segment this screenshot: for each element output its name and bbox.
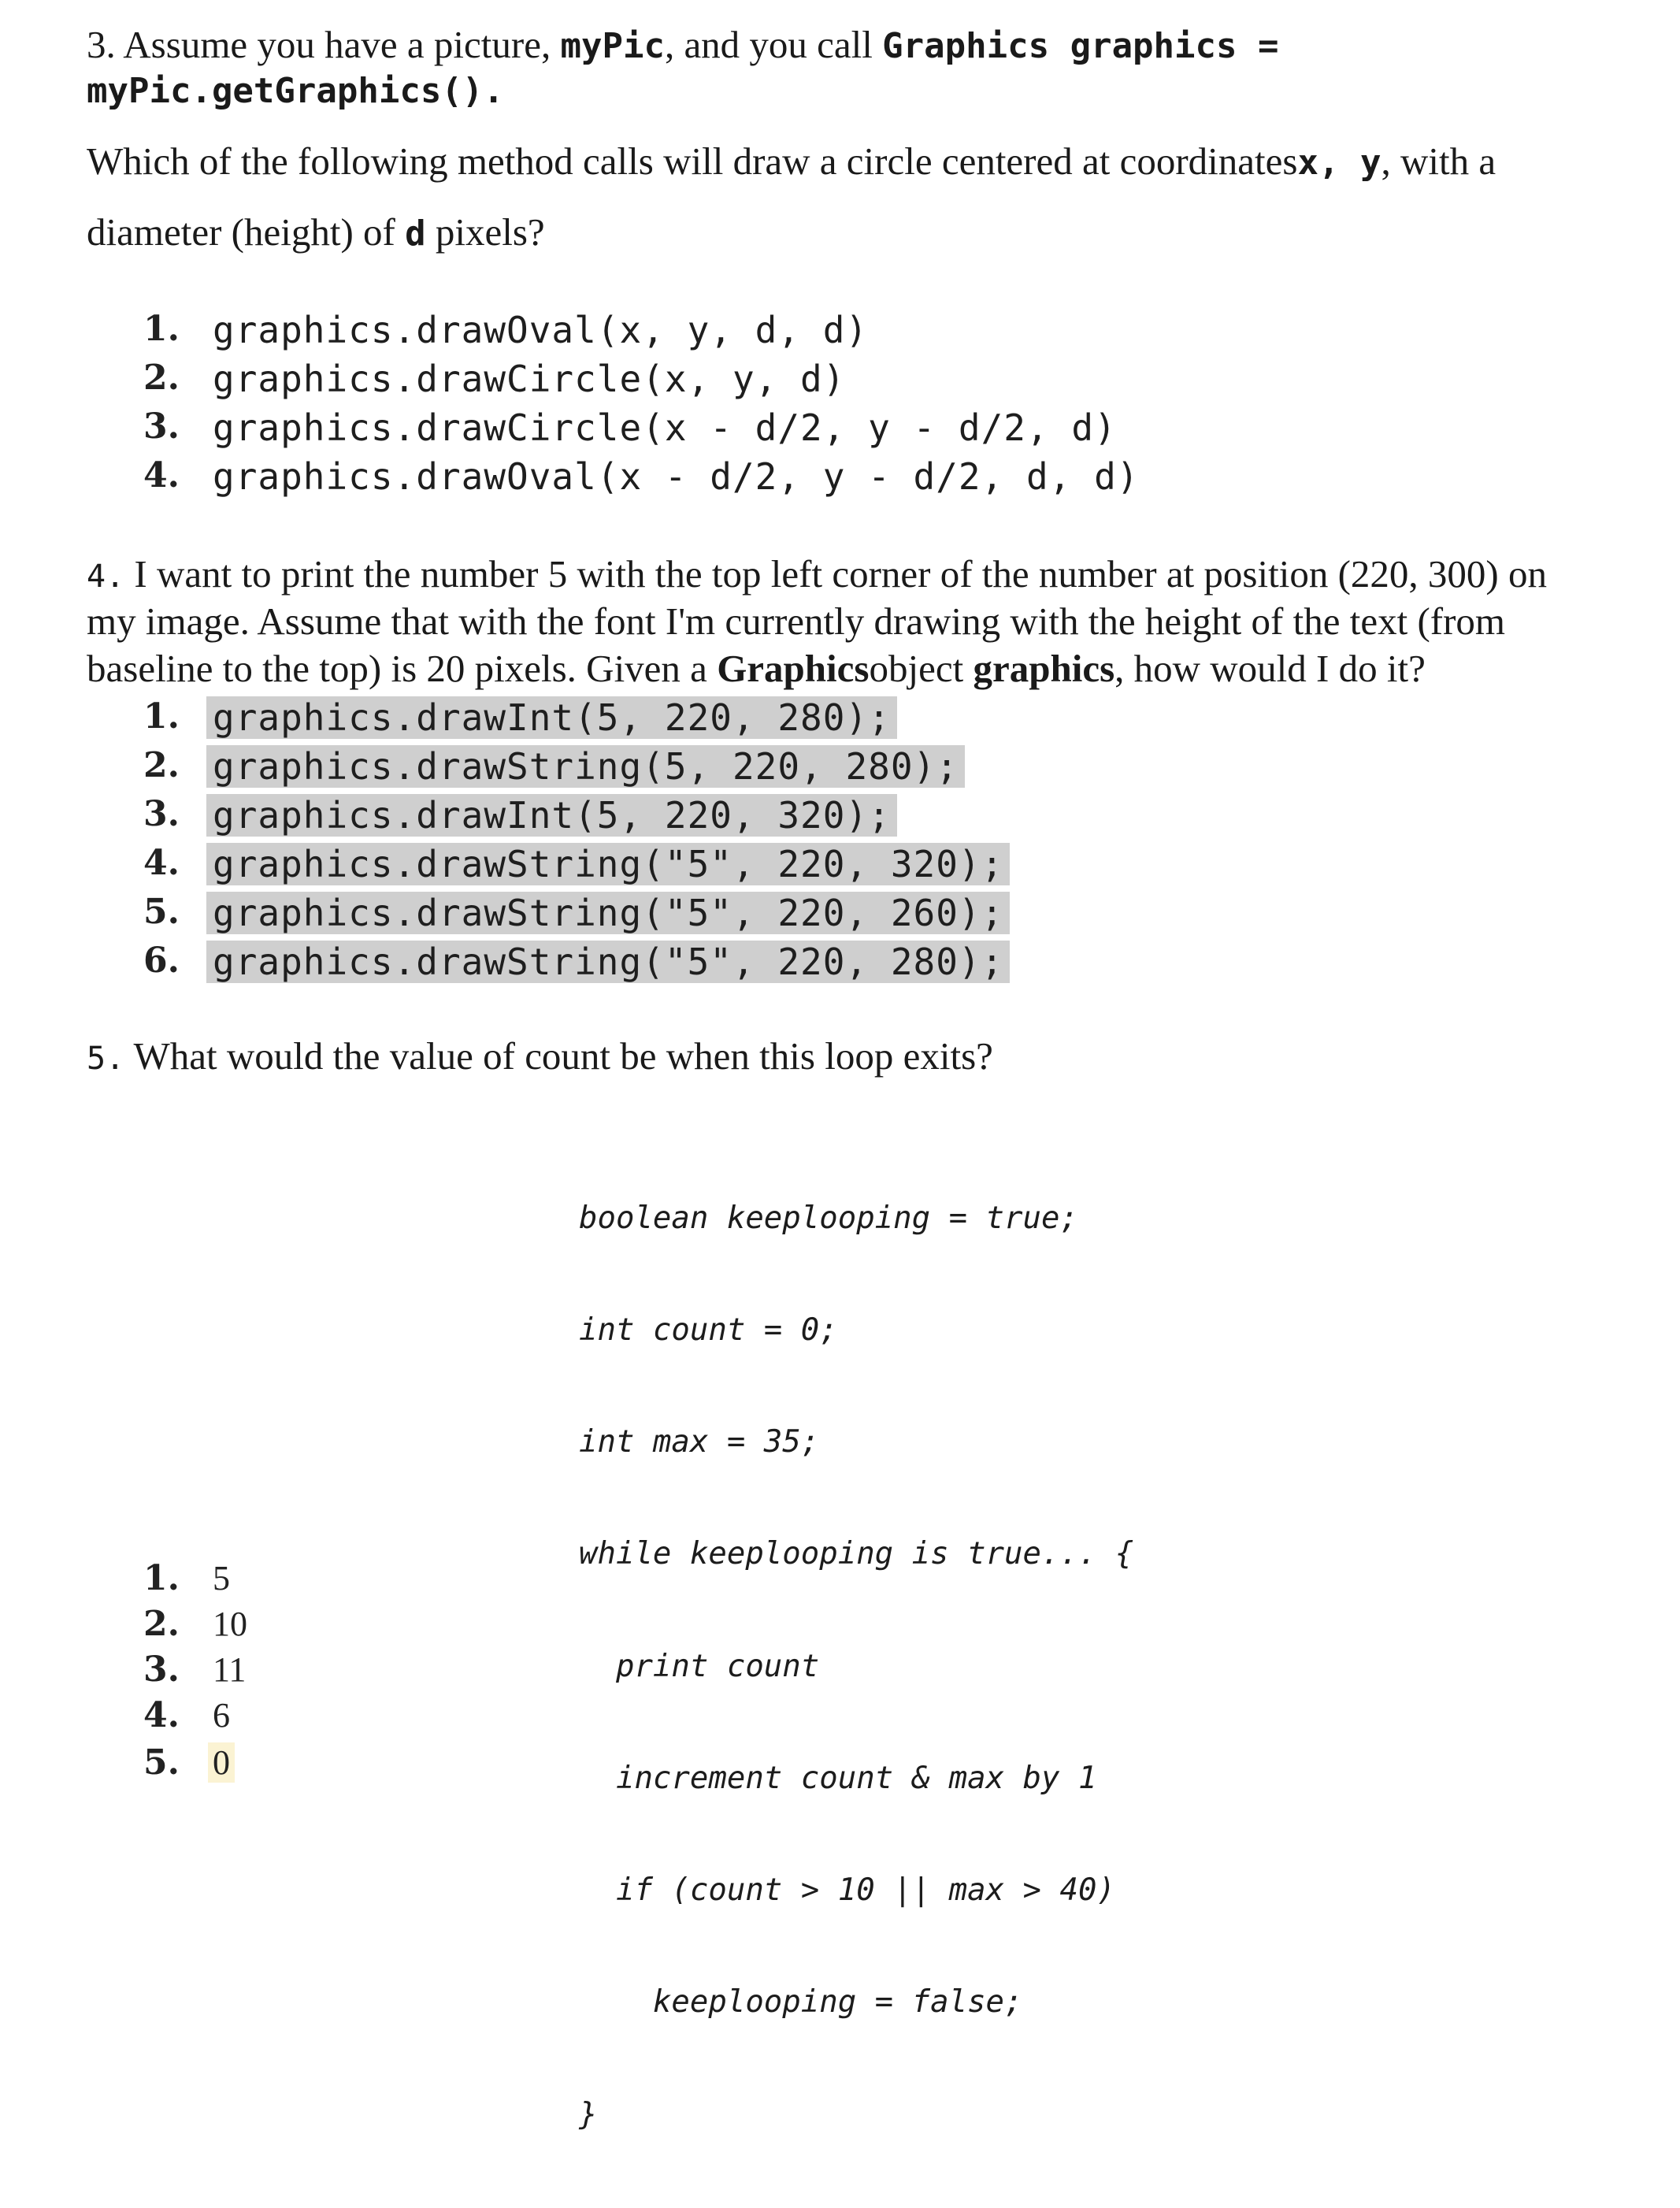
option-code: graphics.drawCircle(x - d/2, y - d/2, d) bbox=[213, 406, 1117, 449]
q4-line3-c: , how would I do it? bbox=[1114, 647, 1426, 690]
q4-bold-graphics-var: graphics bbox=[973, 647, 1115, 690]
option-code: graphics.drawInt(5, 220, 320); bbox=[206, 794, 897, 837]
option-code: graphics.drawOval(x, y, d, d) bbox=[213, 309, 869, 351]
q3-text-c: Which of the following method calls will draw a circle centered at coordinates bbox=[87, 139, 1298, 183]
q3-code-mypic: myPic bbox=[560, 26, 665, 66]
option-number: 4. bbox=[143, 455, 180, 495]
option-code: graphics.drawString("5", 220, 280); bbox=[206, 941, 1010, 983]
q5-number: 5. bbox=[87, 1041, 125, 1077]
pseudocode-block bbox=[579, 1125, 1133, 2208]
q4-line-3 bbox=[87, 646, 1426, 691]
code-line: int count = 0; bbox=[579, 1312, 838, 1349]
q3-code-call-2: myPic.getGraphics(). bbox=[87, 71, 504, 111]
option-value: 5 bbox=[213, 1559, 230, 1598]
option-number: 3. bbox=[143, 1650, 180, 1690]
q5-line-1 bbox=[87, 1033, 993, 1078]
code-line: if (count > 10 || max > 40) bbox=[579, 1872, 1115, 1909]
q3-code-xy: x, y bbox=[1297, 143, 1381, 183]
q5-text: What would the value of count be when this loop exits? bbox=[124, 1034, 993, 1078]
option-number: 1. bbox=[143, 309, 180, 349]
option-number: 4. bbox=[143, 843, 180, 883]
q4-line1-text: I want to print the number 5 with the top left corner of the number at position (220, 300) on bbox=[124, 552, 1547, 596]
option-value: 10 bbox=[213, 1605, 247, 1643]
option-number: 2. bbox=[143, 1604, 180, 1644]
option-code: graphics.drawOval(x - d/2, y - d/2, d, d) bbox=[213, 455, 1140, 498]
q3-number: 3. bbox=[87, 23, 116, 66]
option-code: graphics.drawCircle(x, y, d) bbox=[213, 358, 846, 400]
q4-bold-graphics-class: Graphics bbox=[717, 647, 870, 690]
code-line: increment count & max by 1 bbox=[579, 1760, 1097, 1796]
q4-number: 4. bbox=[87, 558, 125, 595]
option-number: 3. bbox=[143, 406, 180, 447]
q3-code-d: d bbox=[405, 213, 426, 254]
q3-line-1 bbox=[87, 22, 1279, 67]
q4-line3-a: baseline to the top) is 20 pixels. Given a bbox=[87, 647, 718, 690]
option-code: graphics.drawString("5", 220, 260); bbox=[206, 892, 1010, 934]
q4-line-1 bbox=[87, 551, 1547, 596]
option-value: 6 bbox=[213, 1696, 230, 1735]
option-number: 1. bbox=[143, 696, 180, 737]
option-number: 1. bbox=[143, 1558, 180, 1598]
option-number: 5. bbox=[143, 1742, 180, 1783]
option-code: graphics.drawString("5", 220, 320); bbox=[206, 843, 1010, 885]
code-line: while keeplooping is true... { bbox=[579, 1536, 1134, 1572]
option-number: 2. bbox=[143, 358, 180, 398]
q3-text-e: diameter (height) of bbox=[87, 210, 406, 254]
option-number: 6. bbox=[143, 941, 180, 981]
q4-line3-b: object bbox=[869, 647, 974, 690]
code-line: boolean keeplooping = true; bbox=[579, 1200, 1078, 1236]
code-line: int max = 35; bbox=[579, 1424, 820, 1460]
code-line: } bbox=[579, 2096, 598, 2132]
q3-code-call-1: Graphics graphics = bbox=[882, 26, 1279, 66]
option-number: 2. bbox=[143, 745, 180, 785]
q3-text-b: , and you call bbox=[664, 23, 883, 66]
code-line: keeplooping = false; bbox=[579, 1984, 1023, 2021]
q3-line-3 bbox=[87, 139, 1496, 184]
option-number: 4. bbox=[143, 1695, 180, 1735]
option-number: 5. bbox=[143, 892, 180, 932]
q3-line-4 bbox=[87, 210, 545, 254]
option-value: 11 bbox=[213, 1650, 247, 1689]
option-number: 3. bbox=[143, 794, 180, 834]
option-code: graphics.drawInt(5, 220, 280); bbox=[206, 696, 897, 739]
q4-line-2 bbox=[87, 599, 1505, 644]
option-value: 0 bbox=[208, 1742, 235, 1783]
code-line: print count bbox=[579, 1648, 820, 1684]
q4-line2-text: my image. Assume that with the font I'm currently drawing with the height of the text (from bbox=[87, 599, 1506, 643]
option-code: graphics.drawString(5, 220, 280); bbox=[206, 745, 965, 788]
q3-text-f: pixels? bbox=[425, 210, 545, 254]
q3-text-d: , with a bbox=[1381, 139, 1496, 183]
q3-line-2 bbox=[87, 71, 504, 111]
q3-text-a: Assume you have a picture, bbox=[115, 23, 561, 66]
